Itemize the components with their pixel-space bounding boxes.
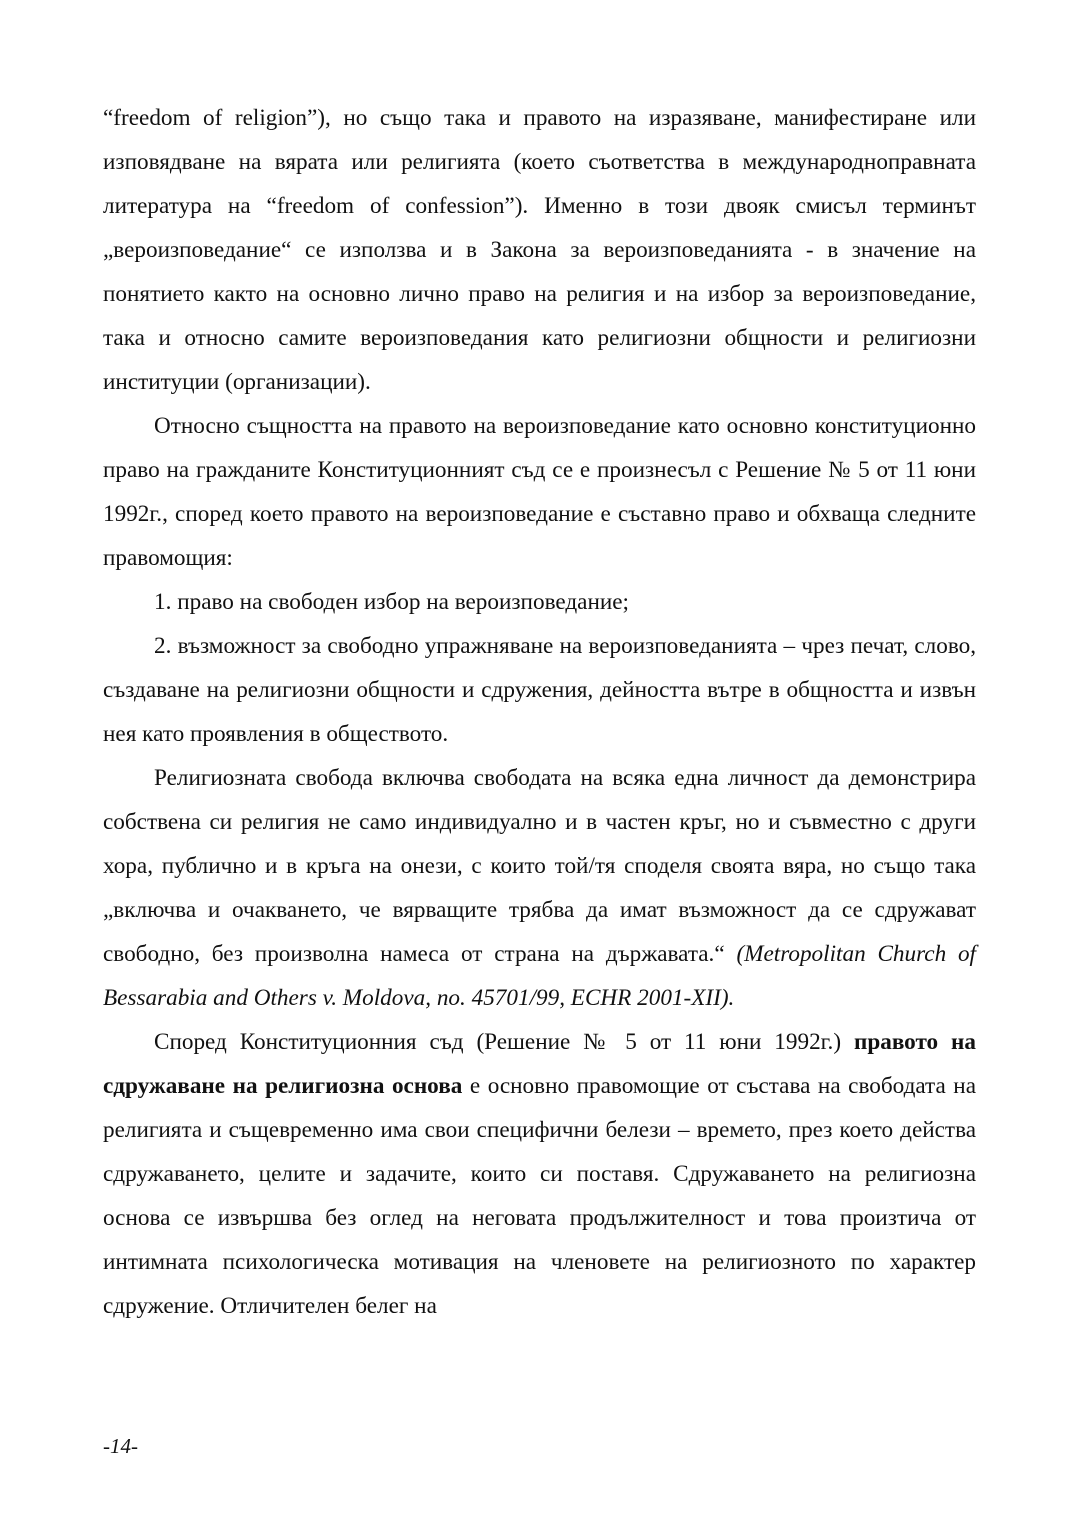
- paragraph-4: [103, 1020, 976, 1328]
- list-item-2: 2. възможност за свободно упражняване на вероизповеданията – чрез печат, слово, създаване на религиозни общности и сдружения, дейността вътре в общността и извън нея като проявления в обществото.: [103, 633, 976, 747]
- paragraph-4-rest: е основно правомощие от състава на свободата на религията и същевременно има свои специфични белези – времето, през което действа сдружаването, целите и задачите, които си поставя. Сдружаването на религиозна основа се извършва без оглед на неговата продължителност и това произтича от интимната психологическа мотивация на членовете на религиозното по характер сдружение. Отличителен белег на: [103, 1073, 977, 1319]
- paragraph-4-start: Според Конституционния съд (Решение № 5 от 11 юни 1992г.): [154, 1029, 854, 1055]
- case-citation: (Metropolitan Church of Bessarabia and Others v. Moldova, no. 45701/99, ECHR 2001-XII).: [103, 941, 976, 1011]
- list-item-1: 1. право на свободен избор на вероизповедание;: [154, 589, 630, 615]
- paragraph-3: [103, 756, 976, 1020]
- paragraph-2: Относно същността на правото на вероизповедание като основно конституционно право на гражданите Конституционният съд се е произнесъл с Решение № 5 от 11 юни 1992г., според което правото на вероизповедание е съставно право и обхваща следните правомощия:: [103, 413, 976, 571]
- paragraph-3-text: Религиозната свобода включва свободата на всяка една личност да демонстрира собствена си религия не само индивидуално и в частен кръг, но и съвместно с други хора, публично и в кръга на онези, с които той/тя споделя своята вяра, но също така „включва и очакването, че вярващите трябва да имат възможност да се сдружават свободно, без произволна намеса от страна на държавата.“: [103, 765, 976, 967]
- document-body: [103, 96, 976, 1328]
- paragraph-4-bold-phrase: правото на сдружаване на религиозна основа: [103, 1029, 976, 1099]
- paragraph-1: “freedom of religion”), но също така и правото на изразяване, манифестиране или изповядване на вярата или религията (което съответства в международноправната литература на “freedom of confession”). Именно в този двояк смисъл терминът „вероизповедание“ се използва и в Закона за вероизповеданията - в значение на понятието както на основно лично право на религия и на избор за вероизповедание, така и относно самите вероизповедания като религиозни общности и религиозни институции (организации).: [103, 105, 976, 395]
- page-number: -14-: [103, 1434, 138, 1458]
